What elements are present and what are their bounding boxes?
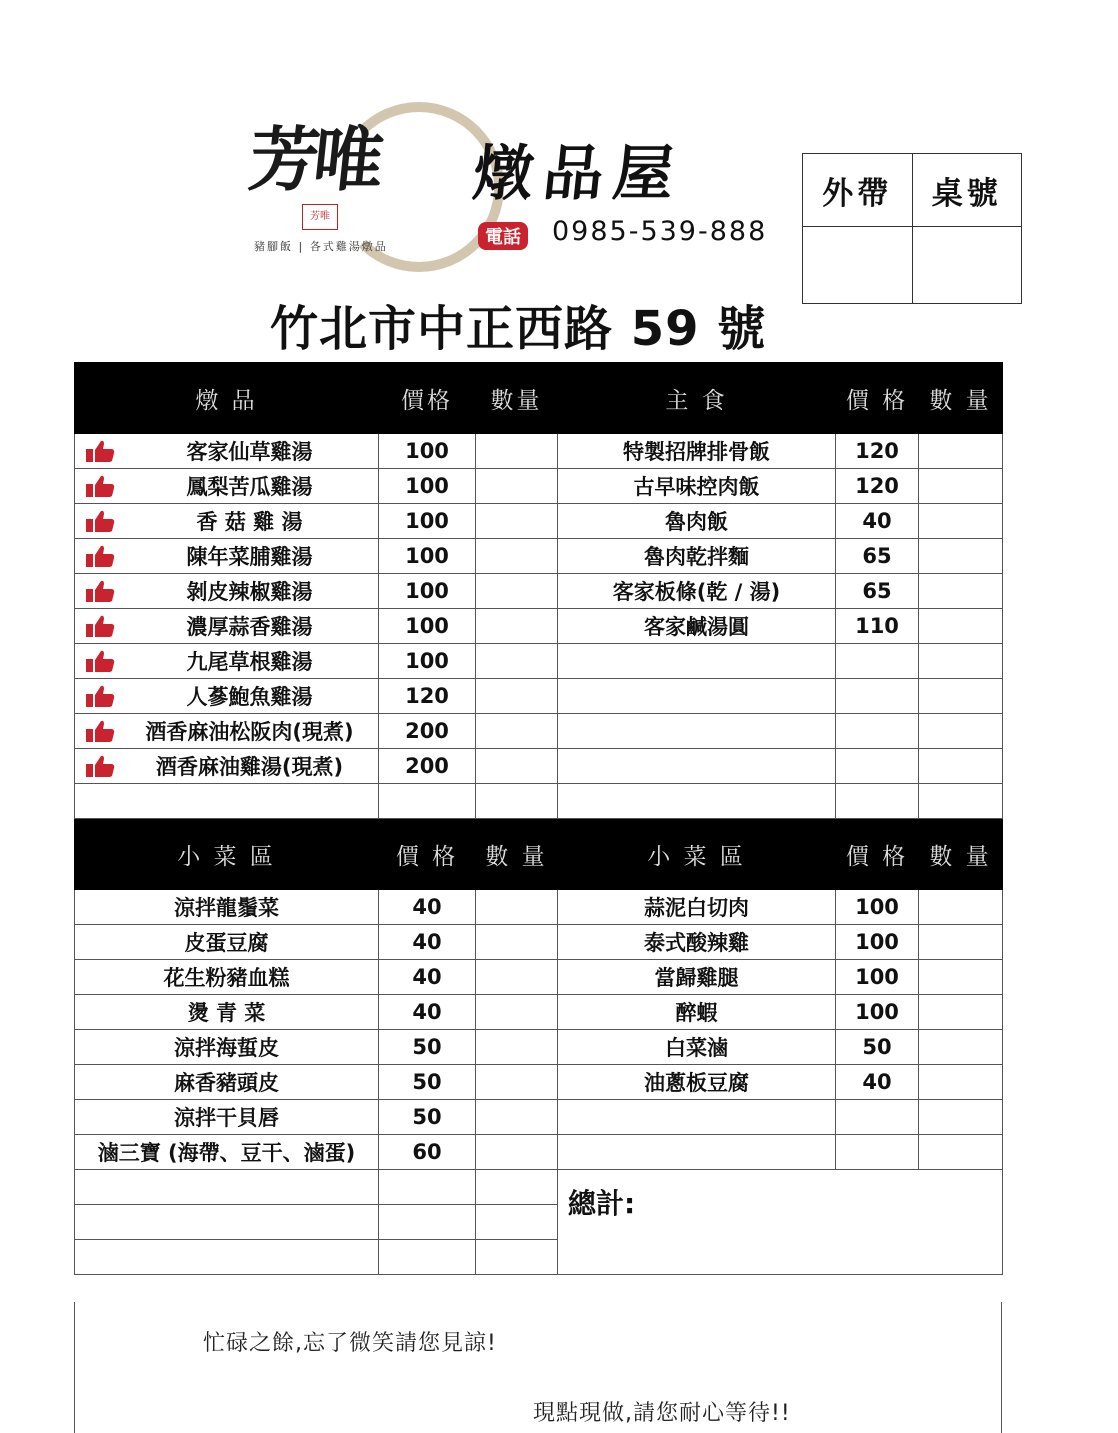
item-price: 100: [836, 995, 919, 1030]
item-price: [379, 1240, 476, 1275]
item-price: [836, 784, 919, 819]
thumbs-up-icon: [85, 754, 115, 778]
quantity-field[interactable]: [476, 504, 558, 539]
item-name-cell: 花生粉豬血糕: [75, 960, 379, 995]
item-name-cell: 油蔥板豆腐: [558, 1065, 836, 1100]
thumbs-up-icon: [85, 579, 115, 603]
quantity-field[interactable]: [476, 1100, 558, 1135]
item-price: 50: [379, 1065, 476, 1100]
menu-row: [75, 1100, 1003, 1135]
quantity-field[interactable]: [476, 1030, 558, 1065]
quantity-field[interactable]: [476, 714, 558, 749]
quantity-field[interactable]: [919, 784, 1003, 819]
item-name-cell: 燙 青 菜: [75, 995, 379, 1030]
item-name-cell: 麻香豬頭皮: [75, 1065, 379, 1100]
quantity-field[interactable]: [919, 714, 1003, 749]
item-name-cell: [558, 644, 836, 679]
item-price: [379, 1205, 476, 1240]
item-price: 100: [836, 960, 919, 995]
quantity-field[interactable]: [919, 1135, 1003, 1170]
logo-tagline: 豬腳飯 | 各式雞湯燉品: [254, 240, 388, 253]
logo-shop-name: 燉品屋: [469, 139, 688, 209]
item-price: [836, 1135, 919, 1170]
header-category: 小 菜 區: [558, 819, 836, 890]
quantity-field[interactable]: [476, 574, 558, 609]
item-name-cell: [558, 784, 836, 819]
item-name-cell: 當歸雞腿: [558, 960, 836, 995]
item-name: 酒香麻油松阪肉(現煮): [145, 720, 354, 744]
quantity-field[interactable]: [919, 609, 1003, 644]
item-name-cell: 皮蛋豆腐: [75, 925, 379, 960]
item-name-cell: [75, 504, 379, 539]
quantity-field[interactable]: [919, 1065, 1003, 1100]
header-price: 價 格: [836, 819, 919, 890]
header-category: 主 食: [558, 363, 836, 434]
item-name-cell: 魯肉乾拌麵: [558, 539, 836, 574]
header-category: 小 菜 區: [75, 819, 379, 890]
quantity-field[interactable]: [476, 925, 558, 960]
item-name-cell: [75, 469, 379, 504]
takeout-field[interactable]: [803, 227, 913, 304]
item-name-cell: 客家板條(乾 / 湯): [558, 574, 836, 609]
quantity-field[interactable]: [476, 1135, 558, 1170]
thumbs-up-icon: [85, 474, 115, 498]
item-name-cell: 白菜滷: [558, 1030, 836, 1065]
logo-brand: 芳唯: [245, 118, 382, 201]
shop-logo: [246, 96, 786, 266]
table-number-label: 桌號: [912, 154, 1022, 227]
thumbs-up-icon: [85, 509, 115, 533]
item-name: 酒香麻油雞湯(現煮): [155, 755, 344, 779]
item-price: 100: [379, 644, 476, 679]
item-price: 40: [836, 504, 919, 539]
item-price: 100: [836, 890, 919, 925]
item-price: [836, 749, 919, 784]
item-name-cell: [558, 714, 836, 749]
menu-row: [75, 434, 1003, 469]
item-name-cell: [75, 539, 379, 574]
item-name-cell: 客家鹹湯圓: [558, 609, 836, 644]
quantity-field[interactable]: [919, 749, 1003, 784]
menu-row: [75, 714, 1003, 749]
quantity-field[interactable]: [919, 890, 1003, 925]
quantity-field[interactable]: [476, 784, 558, 819]
menu-row: [75, 1030, 1003, 1065]
quantity-field[interactable]: [476, 995, 558, 1030]
quantity-field[interactable]: [919, 925, 1003, 960]
item-name-cell: 滷三寶 (海帶、豆干、滷蛋): [75, 1135, 379, 1170]
total-field[interactable]: 總計:: [558, 1170, 1003, 1275]
item-name-cell: 古早味控肉飯: [558, 469, 836, 504]
item-price: [836, 679, 919, 714]
header-qty: 數量: [476, 363, 558, 434]
menu-row: [75, 574, 1003, 609]
item-price: [836, 644, 919, 679]
item-name-cell: [558, 1135, 836, 1170]
item-price: 110: [836, 609, 919, 644]
item-name-cell: [75, 714, 379, 749]
header-qty: 數 量: [476, 819, 558, 890]
footer-notes: [74, 1302, 1002, 1433]
item-price: 50: [379, 1030, 476, 1065]
phone-number: 0985-539-888: [552, 216, 768, 247]
quantity-field[interactable]: [919, 644, 1003, 679]
item-name-cell: [75, 1205, 379, 1240]
item-name: 客家仙草雞湯: [186, 440, 313, 464]
quantity-field[interactable]: [919, 539, 1003, 574]
quantity-field[interactable]: [476, 749, 558, 784]
menu-row: [75, 995, 1003, 1030]
header-price: 價格: [379, 363, 476, 434]
item-price: [379, 784, 476, 819]
item-price: 100: [379, 504, 476, 539]
item-price: 100: [379, 539, 476, 574]
menu-row: [75, 784, 1003, 819]
quantity-field[interactable]: [476, 1170, 558, 1205]
item-name: 濃厚蒜香雞湯: [186, 615, 313, 639]
item-name: 陳年菜脯雞湯: [186, 545, 313, 569]
item-name-cell: 蒜泥白切肉: [558, 890, 836, 925]
menu-row: [75, 609, 1003, 644]
item-name-cell: 醉蝦: [558, 995, 836, 1030]
item-name-cell: [558, 1100, 836, 1135]
header-qty: 數 量: [919, 819, 1003, 890]
thumbs-up-icon: [85, 684, 115, 708]
quantity-field[interactable]: [476, 644, 558, 679]
item-price: 200: [379, 749, 476, 784]
thumbs-up-icon: [85, 439, 115, 463]
menu-header-row: [75, 363, 1003, 434]
menu-row: [75, 925, 1003, 960]
quantity-field[interactable]: [476, 1240, 558, 1275]
item-price: 40: [379, 960, 476, 995]
item-price: 120: [836, 434, 919, 469]
quantity-field[interactable]: [919, 679, 1003, 714]
header-category: 燉 品: [75, 363, 379, 434]
item-price: 40: [379, 890, 476, 925]
item-price: 100: [379, 434, 476, 469]
quantity-field[interactable]: [919, 960, 1003, 995]
thumbs-up-icon: [85, 719, 115, 743]
header-price: 價 格: [379, 819, 476, 890]
item-name-cell: [75, 574, 379, 609]
item-name: 人蔘鮑魚雞湯: [186, 685, 313, 709]
item-price: 120: [379, 679, 476, 714]
takeout-label: 外帶: [803, 154, 913, 227]
quantity-field[interactable]: [476, 434, 558, 469]
quantity-field[interactable]: [476, 1065, 558, 1100]
quantity-field[interactable]: [476, 469, 558, 504]
item-name: 香 菇 雞 湯: [196, 510, 303, 534]
quantity-field[interactable]: [476, 960, 558, 995]
item-price: [379, 1170, 476, 1205]
menu-row: [75, 644, 1003, 679]
footer-wait-notice: 現點現做,請您耐心等待!!: [533, 1401, 791, 1426]
menu-row: [75, 469, 1003, 504]
quantity-field[interactable]: [919, 574, 1003, 609]
item-name-cell: 涼拌干貝唇: [75, 1100, 379, 1135]
item-name-cell: [75, 749, 379, 784]
item-price: 200: [379, 714, 476, 749]
order-type-box: [802, 153, 1022, 304]
shop-address: 竹北市中正西路 59 號: [270, 301, 767, 357]
thumbs-up-icon: [85, 614, 115, 638]
quantity-field[interactable]: [919, 1100, 1003, 1135]
item-name-cell: [75, 434, 379, 469]
item-name-cell: 特製招牌排骨飯: [558, 434, 836, 469]
quantity-field[interactable]: [476, 679, 558, 714]
item-price: 100: [379, 609, 476, 644]
menu-row: [75, 960, 1003, 995]
item-price: 100: [836, 925, 919, 960]
item-price: 65: [836, 539, 919, 574]
quantity-field[interactable]: [919, 469, 1003, 504]
item-name-cell: 涼拌龍鬚菜: [75, 890, 379, 925]
item-name: 鳳梨苦瓜雞湯: [186, 475, 313, 499]
item-price: 40: [379, 925, 476, 960]
header-qty: 數 量: [919, 363, 1003, 434]
item-name-cell: [558, 679, 836, 714]
item-name-cell: [75, 1170, 379, 1205]
item-name: 剝皮辣椒雞湯: [186, 580, 313, 604]
item-name-cell: 魯肉飯: [558, 504, 836, 539]
item-price: 100: [379, 574, 476, 609]
header-price: 價 格: [836, 363, 919, 434]
item-price: 40: [379, 995, 476, 1030]
logo-seal: 芳唯: [302, 204, 338, 230]
thumbs-up-icon: [85, 649, 115, 673]
table-number-field[interactable]: [912, 227, 1022, 304]
item-name-cell: 涼拌海蜇皮: [75, 1030, 379, 1065]
item-price: 100: [379, 469, 476, 504]
item-name-cell: [75, 644, 379, 679]
menu-table: [74, 362, 1003, 1275]
quantity-field[interactable]: [919, 995, 1003, 1030]
item-name-cell: [75, 679, 379, 714]
menu-row: [75, 1135, 1003, 1170]
menu-row: [75, 749, 1003, 784]
footer-apology: 忙碌之餘,忘了微笑請您見諒!: [203, 1331, 497, 1356]
item-price: 120: [836, 469, 919, 504]
item-name-cell: [75, 784, 379, 819]
item-price: 60: [379, 1135, 476, 1170]
phone-label: 電話: [478, 222, 528, 250]
item-price: [836, 1100, 919, 1135]
quantity-field[interactable]: [476, 609, 558, 644]
item-name-cell: [558, 749, 836, 784]
item-price: 40: [836, 1065, 919, 1100]
item-price: 50: [836, 1030, 919, 1065]
quantity-field[interactable]: [476, 539, 558, 574]
quantity-field[interactable]: [476, 890, 558, 925]
menu-row: [75, 890, 1003, 925]
menu-row: [75, 1065, 1003, 1100]
menu-row: [75, 539, 1003, 574]
item-name-cell: [75, 1240, 379, 1275]
thumbs-up-icon: [85, 544, 115, 568]
sides-header-row: [75, 819, 1003, 890]
quantity-field[interactable]: [919, 504, 1003, 539]
blank-row: [75, 1170, 1003, 1205]
item-name: 九尾草根雞湯: [186, 650, 313, 674]
quantity-field[interactable]: [919, 1030, 1003, 1065]
menu-row: [75, 679, 1003, 714]
item-name-cell: [75, 609, 379, 644]
menu-row: [75, 504, 1003, 539]
quantity-field[interactable]: [919, 434, 1003, 469]
item-price: 50: [379, 1100, 476, 1135]
item-name-cell: 泰式酸辣雞: [558, 925, 836, 960]
quantity-field[interactable]: [476, 1205, 558, 1240]
item-price: 65: [836, 574, 919, 609]
item-price: [836, 714, 919, 749]
